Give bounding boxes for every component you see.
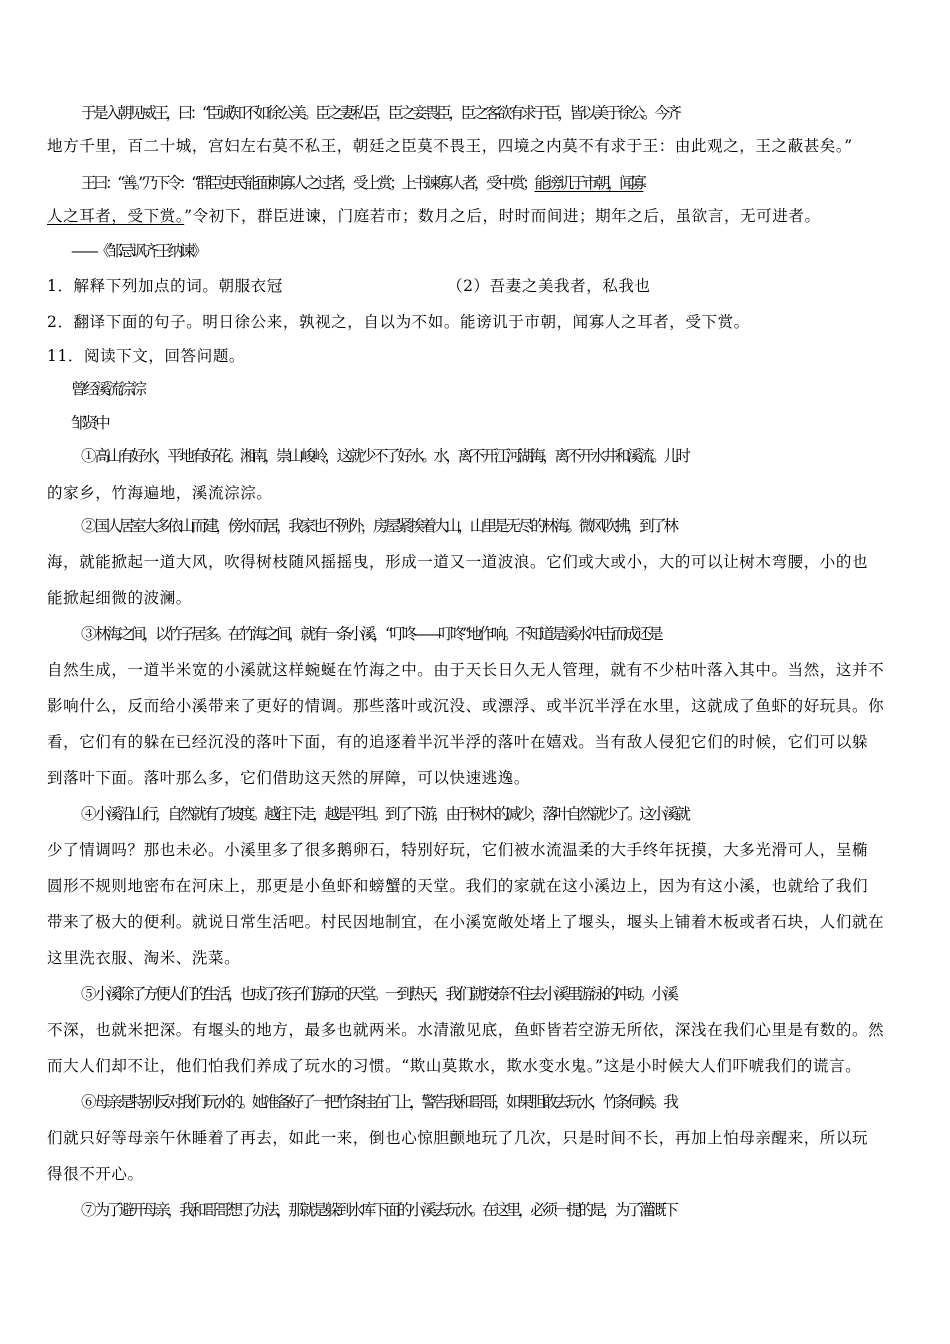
- article-line: ③ 林海之间，以竹子居多。在竹海之间，就有一条小溪，“叮咚——叮咚”地作响。不知道是溪水冲击而成还是: [81, 625, 661, 643]
- article-title: 曾经溪流淙淙: [71, 380, 144, 398]
- article-line: 影响什么，反而给小溪带来了更好的情调。那些落叶或沉没、或漂浮、或半沉半浮在水里，这就成了鱼虾的好玩具。你: [47, 697, 885, 715]
- question-1-part-1: 1．解释下列加点的词。朝服衣冠: [47, 277, 283, 295]
- article-line: 带来了极大的便利。就说日常生活吧。村民因地制宜，在小溪宽敞处堵上了堰头，堰头上铺着木板或者石块，人们就在: [47, 913, 885, 931]
- question-1: [47, 276, 907, 296]
- article-line: 们就只好等母亲午休睡着了再去，如此一来，倒也心惊胆颤地玩了几次，只是时间不长，再加上怕母亲醒来，所以玩: [47, 1129, 869, 1147]
- article-line: ⑤ 小溪除了方便人们的生活，也成了孩子们游玩的天堂。一到热天，我们就按捺不住去小溪里游泳的冲动。小溪: [81, 985, 676, 1003]
- article-line: ④ 小溪沿山行，自然就有了坡度。越往下走，越是平坦。到了下游，由于树木的减少，落叶自然就少了。这小溪就: [81, 805, 688, 823]
- article-line: 这里洗衣服、淘米、洗菜。: [47, 949, 241, 967]
- passage-line: [47, 173, 941, 193]
- article-line: 海，就能掀起一道大风，吹得树枝随风摇摇曳，形成一道又一道波浪。它们或大或小，大的可以让树木弯腰，小的也: [47, 553, 869, 571]
- article-line: 能掀起细微的波澜。: [47, 589, 192, 607]
- article-line: 到落叶下面。落叶那么多，它们借助这天然的屏障，可以快速逃逸。: [47, 769, 531, 787]
- passage-text: ”令初下，群臣进谏，门庭若市；数月之后，时时而间进；期年之后，虽欲言，无可进者。: [184, 207, 821, 225]
- question-2: 2．翻译下面的句子。明日徐公来，孰视之，自以为不如。能谤讥于市朝，闻寡人之耳者，受下赏。: [47, 313, 750, 331]
- article-line: 的家乡，竹海遍地，溪流淙淙。: [47, 484, 273, 502]
- article-line: 少了情调吗？那也未必。小溪里多了很多鹅卵石，特别好玩，它们被水流温柔的大手终年抚摸，大多光滑可人，呈椭: [47, 841, 869, 859]
- passage-text: 王曰：“善。”乃下令：“群臣吏民能面刺寡人之过者，受上赏；上书谏寡人者，受中赏；: [81, 174, 535, 192]
- article-line: 而大人们却不让，他们怕我们养成了玩水的习惯。“欺山莫欺水，欺水变水鬼。”这是小时候大人们吓唬我们的谎言。: [47, 1057, 862, 1075]
- underlined-sentence: 能谤讥于市朝，闻寡: [534, 174, 644, 192]
- article-line: ① 高山有好水，平地有好花。湘南，崇山峻岭，这就少不了好水。水，离不开江河湖海，离不开水井和溪流。儿时: [81, 447, 688, 465]
- passage-source: ——《邹忌讽齐王纳谏》: [71, 242, 205, 260]
- underlined-sentence: 人之耳者，受下赏。: [47, 207, 185, 225]
- passage-line: 于是入朝见威王，曰：“臣诚知不如徐公美。臣之妻私臣，臣之妾畏臣，臣之客欲有求于臣，皆以美于徐公。今齐: [81, 104, 679, 122]
- passage-line: [47, 206, 907, 226]
- article-line: ⑦ 为了避开母亲，我和哥哥想了办法，那就是躲到水库下面的小溪去玩水。在这里，必须一提的是，为了灌溉下: [81, 1201, 676, 1219]
- passage-line: 地方千里，百二十城，宫妇左右莫不私王，朝廷之臣莫不畏王，四境之内莫不有求于王：由此观之，王之蔽甚矣。”: [47, 137, 853, 155]
- article-line: 圆形不规则地密布在河床上，那更是小鱼虾和螃蟹的天堂。我们的家就在这小溪边上，因为有这小溪，也就给了我们: [47, 877, 869, 895]
- article-line: 不深，也就米把深。有堰头的地方，最多也就两米。水清澈见底，鱼虾皆若空游无所依，深浅在我们心里是有数的。然: [47, 1021, 885, 1039]
- article-line: ⑥ 母亲是特别反对我们玩水的。她准备好了一把竹条挂在门上，警告我和哥哥，如果胆敢去玩水，竹条伺候。我: [81, 1093, 676, 1111]
- article-line: 看，它们有的躲在已经沉没的落叶下面，有的追逐着半沉半浮的落叶在嬉戏。当有敌人侵犯它们的时候，它们可以躲: [47, 733, 869, 751]
- question-1-part-2: （2）吾妻之美我者，私我也: [447, 277, 651, 295]
- article-author: 邹贤中: [71, 414, 108, 432]
- article-line: 自然生成，一道半米宽的小溪就这样蜿蜒在竹海之中。由于天长日久无人管理，就有不少枯叶落入其中。当然，这并不: [47, 661, 885, 679]
- article-line: 得很不开心。: [47, 1165, 144, 1183]
- article-line: ② 国人居室大多依山而建，傍水而居，我家也不例外，房屋紧挨着大山，山里是无尽的林海。微风吹拂，到了林: [81, 517, 676, 535]
- question-11: 11．阅读下文，回答问题。: [47, 347, 246, 365]
